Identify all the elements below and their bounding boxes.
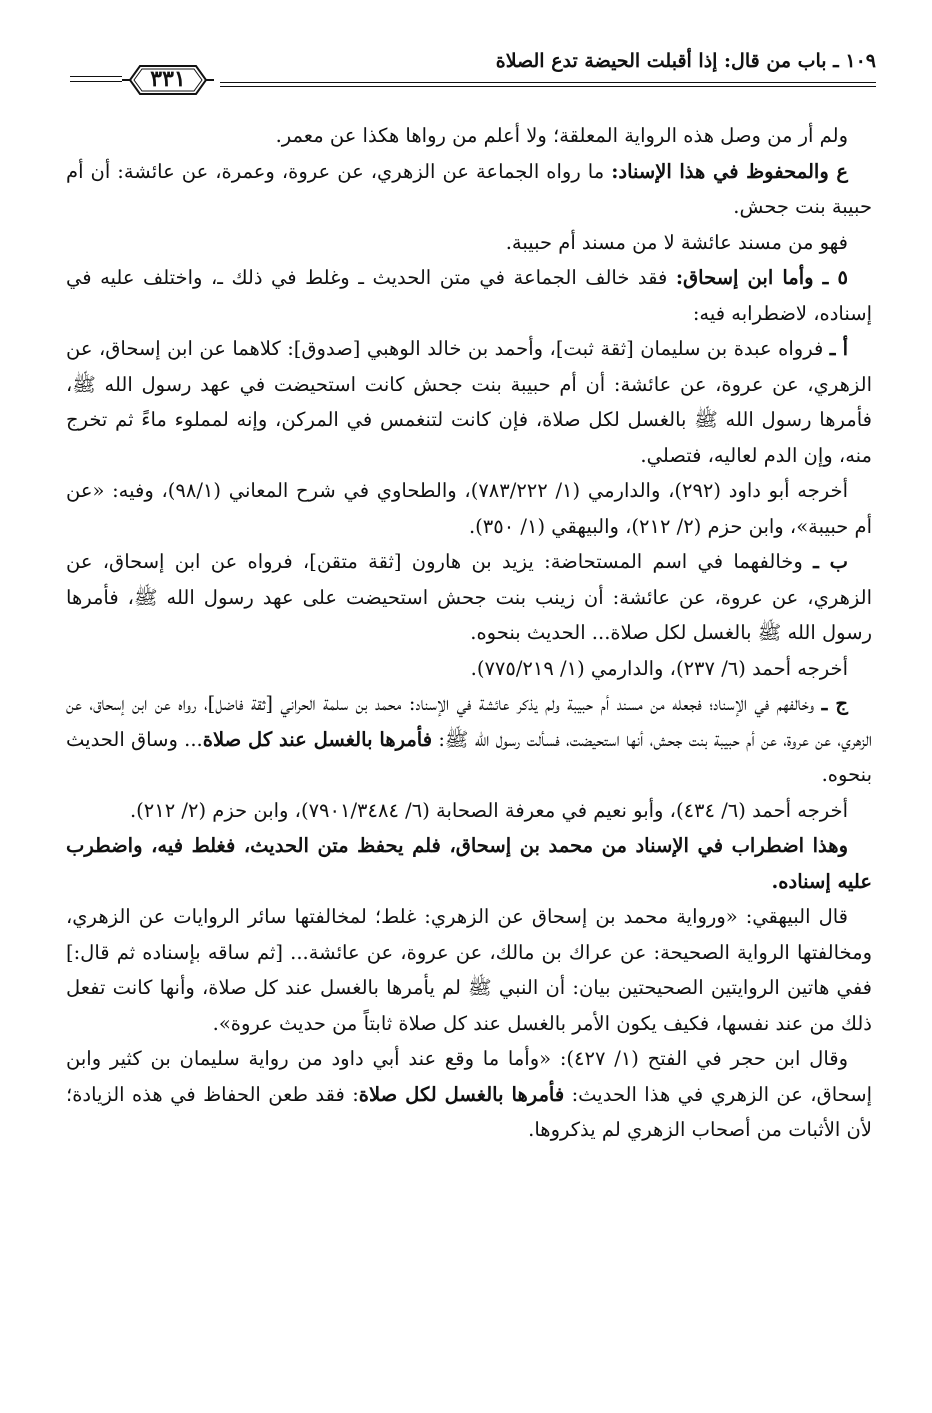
paragraph-p4 [66,260,872,331]
text-run: فأمرها بالغسل عند كل صلاة [202,727,433,751]
text-run: فرواه عبدة بن سليمان [ثقة ثبت]، وأحمد بن خالد الوهبي [صدوق]: كلاهما عن ابن إسحاق، عن الزهري، عن عروة، عن عائشة: أن أم حبيبة بنت جحش كانت استحيضت في عهد رسول الله ﷺ، فأمرها رسول الله ﷺ بالغسل لكل صلاة، فإن كانت لتنغمس في المركن، وإنه لمملوء ماءً ثم تخرج منه، وإن الدم لعاليه، فتصلي. [66,337,872,467]
page-header [70,46,876,98]
paragraph-p11 [66,828,872,899]
text-run: قال البيهقي: «ورواية محمد بن إسحاق عن الزهري: غلط؛ لمخالفتها سائر الروايات عن الزهري، ومخالفتها الرواية الصحيحة: عن عراك بن مالك، عن عروة، عن عائشة... [ثم ساقه بإسناده ثم قال:] ففي هاتين الروايتين الصحيحتين بيان: أن النبي ﷺ لم يأمرها بالغسل عند كل صلاة، وأنها كانت تفعل ذلك من عند نفسها، فكيف يكون الأمر بالغسل عند كل صلاة ثابتاً من حديث عروة». [66,905,872,1035]
text-run: فهو من مسند عائشة لا من مسند أم حبيبة. [505,230,848,254]
text-run: أخرجه أبو داود (٢٩٢)، والدارمي (١/ ٧٨٣/٢٢٢)، والطحاوي في شرح المعاني (٩٨/١)، وفيه: «عن أم حبيبة»، وابن حزم (٢/ ٢١٢)، والبيهقي (١/ ٣٥٠). [66,479,872,538]
text-run: ... وساق الحديث بنحوه. [66,727,872,786]
page-number-ornament [122,62,214,98]
header-left-rule [70,76,122,86]
text-run: أخرجه أحمد (٦/ ٢٣٧)، والدارمي (١/ ٧٧٥/٢١٩). [470,656,848,680]
paragraph-p6 [66,473,872,544]
text-run: وهذا اضطراب في الإسناد من محمد بن إسحاق، فلم يحفظ متن الحديث، فغلط فيه، واضطرب عليه إسناده. [66,834,872,893]
paragraph-p1 [66,118,872,154]
running-title: ١٠٩ ـ باب من قال: إذا أقبلت الحيضة تدع الصلاة [495,50,876,72]
text-run: أ ـ [829,337,848,360]
text-run: ولم أر من وصل هذه الرواية المعلقة؛ ولا أعلم من رواها هكذا عن معمر. [275,124,848,147]
paragraph-p5 [66,331,872,473]
paragraph-p2 [66,154,872,225]
text-run: أخرجه أحمد (٦/ ٤٣٤)، وأبو نعيم في معرفة الصحابة (٦/ ٧٩٠١/٣٤٨٤)، وابن حزم (٢/ ٢١٢). [129,798,848,822]
header-rule [220,82,876,83]
header-rule-double [220,86,876,87]
text-run: : فقد طعن الحفاظ في هذه الزيادة؛ لأن الأثبات من أصحاب الزهري لم يذكروها. [66,1082,872,1141]
paragraph-p8 [66,651,872,687]
paragraph-p9 [66,686,872,793]
paragraph-p10 [66,793,872,829]
text-run: ما رواه الجماعة عن الزهري، عن عروة، وعمرة، عن عائشة: أن أم حبيبة بنت جحش. [66,159,872,218]
text-run: وقال ابن حجر في الفتح (١/ ٤٢٧): «وأما ما وقع عند أبي داود من رواية سليمان بن كثير وابن إسحاق، عن الزهري في هذا الحديث: [66,1047,872,1106]
paragraph-p3 [66,225,872,261]
text-run: فأمرها بالغسل لكل صلاة [358,1082,565,1106]
text-run: فقد خالف الجماعة في متن الحديث ـ وغلط في ذلك ـ، واختلف عليه في إسناده، لاضطرابه فيه: [66,266,872,325]
page-number: ٣٣١ [150,66,186,92]
paragraph-p13 [66,1041,872,1148]
text-run: ٥ ـ وأما ابن إسحاق: [675,266,848,289]
text-run: ب ـ [813,550,849,573]
text-run: وخالفهما في اسم المستحاضة: يزيد بن هارون [ثقة متقن]، فرواه عن ابن إسحاق، عن الزهري، عن عروة، عن عائشة: أن زينب بنت جحش استحيضت على عهد رسول الله ﷺ، فأمرها رسول الله ﷺ بالغسل لكل صلاة... الحديث بنحوه. [66,550,872,644]
paragraph-p12 [66,899,872,1041]
text-run: ج ـ [821,692,849,715]
main-text [66,118,872,1148]
text-run: وخالفهم في الإسناد؛ فجعله من مسند أم حبيبة ولم يذكر عائشة في الإسناد: محمد بن سلمة الحراني [ثقة فاضل]، رواه عن ابن إسحاق، عن الزهري، عن عروة، عن أم حبيبة بنت جحش، أنها استحيضت، فسألت رسول الله ﷺ: [66,692,872,751]
text-run: ع والمحفوظ في هذا الإسناد: [611,159,849,183]
paragraph-p7 [66,544,872,651]
